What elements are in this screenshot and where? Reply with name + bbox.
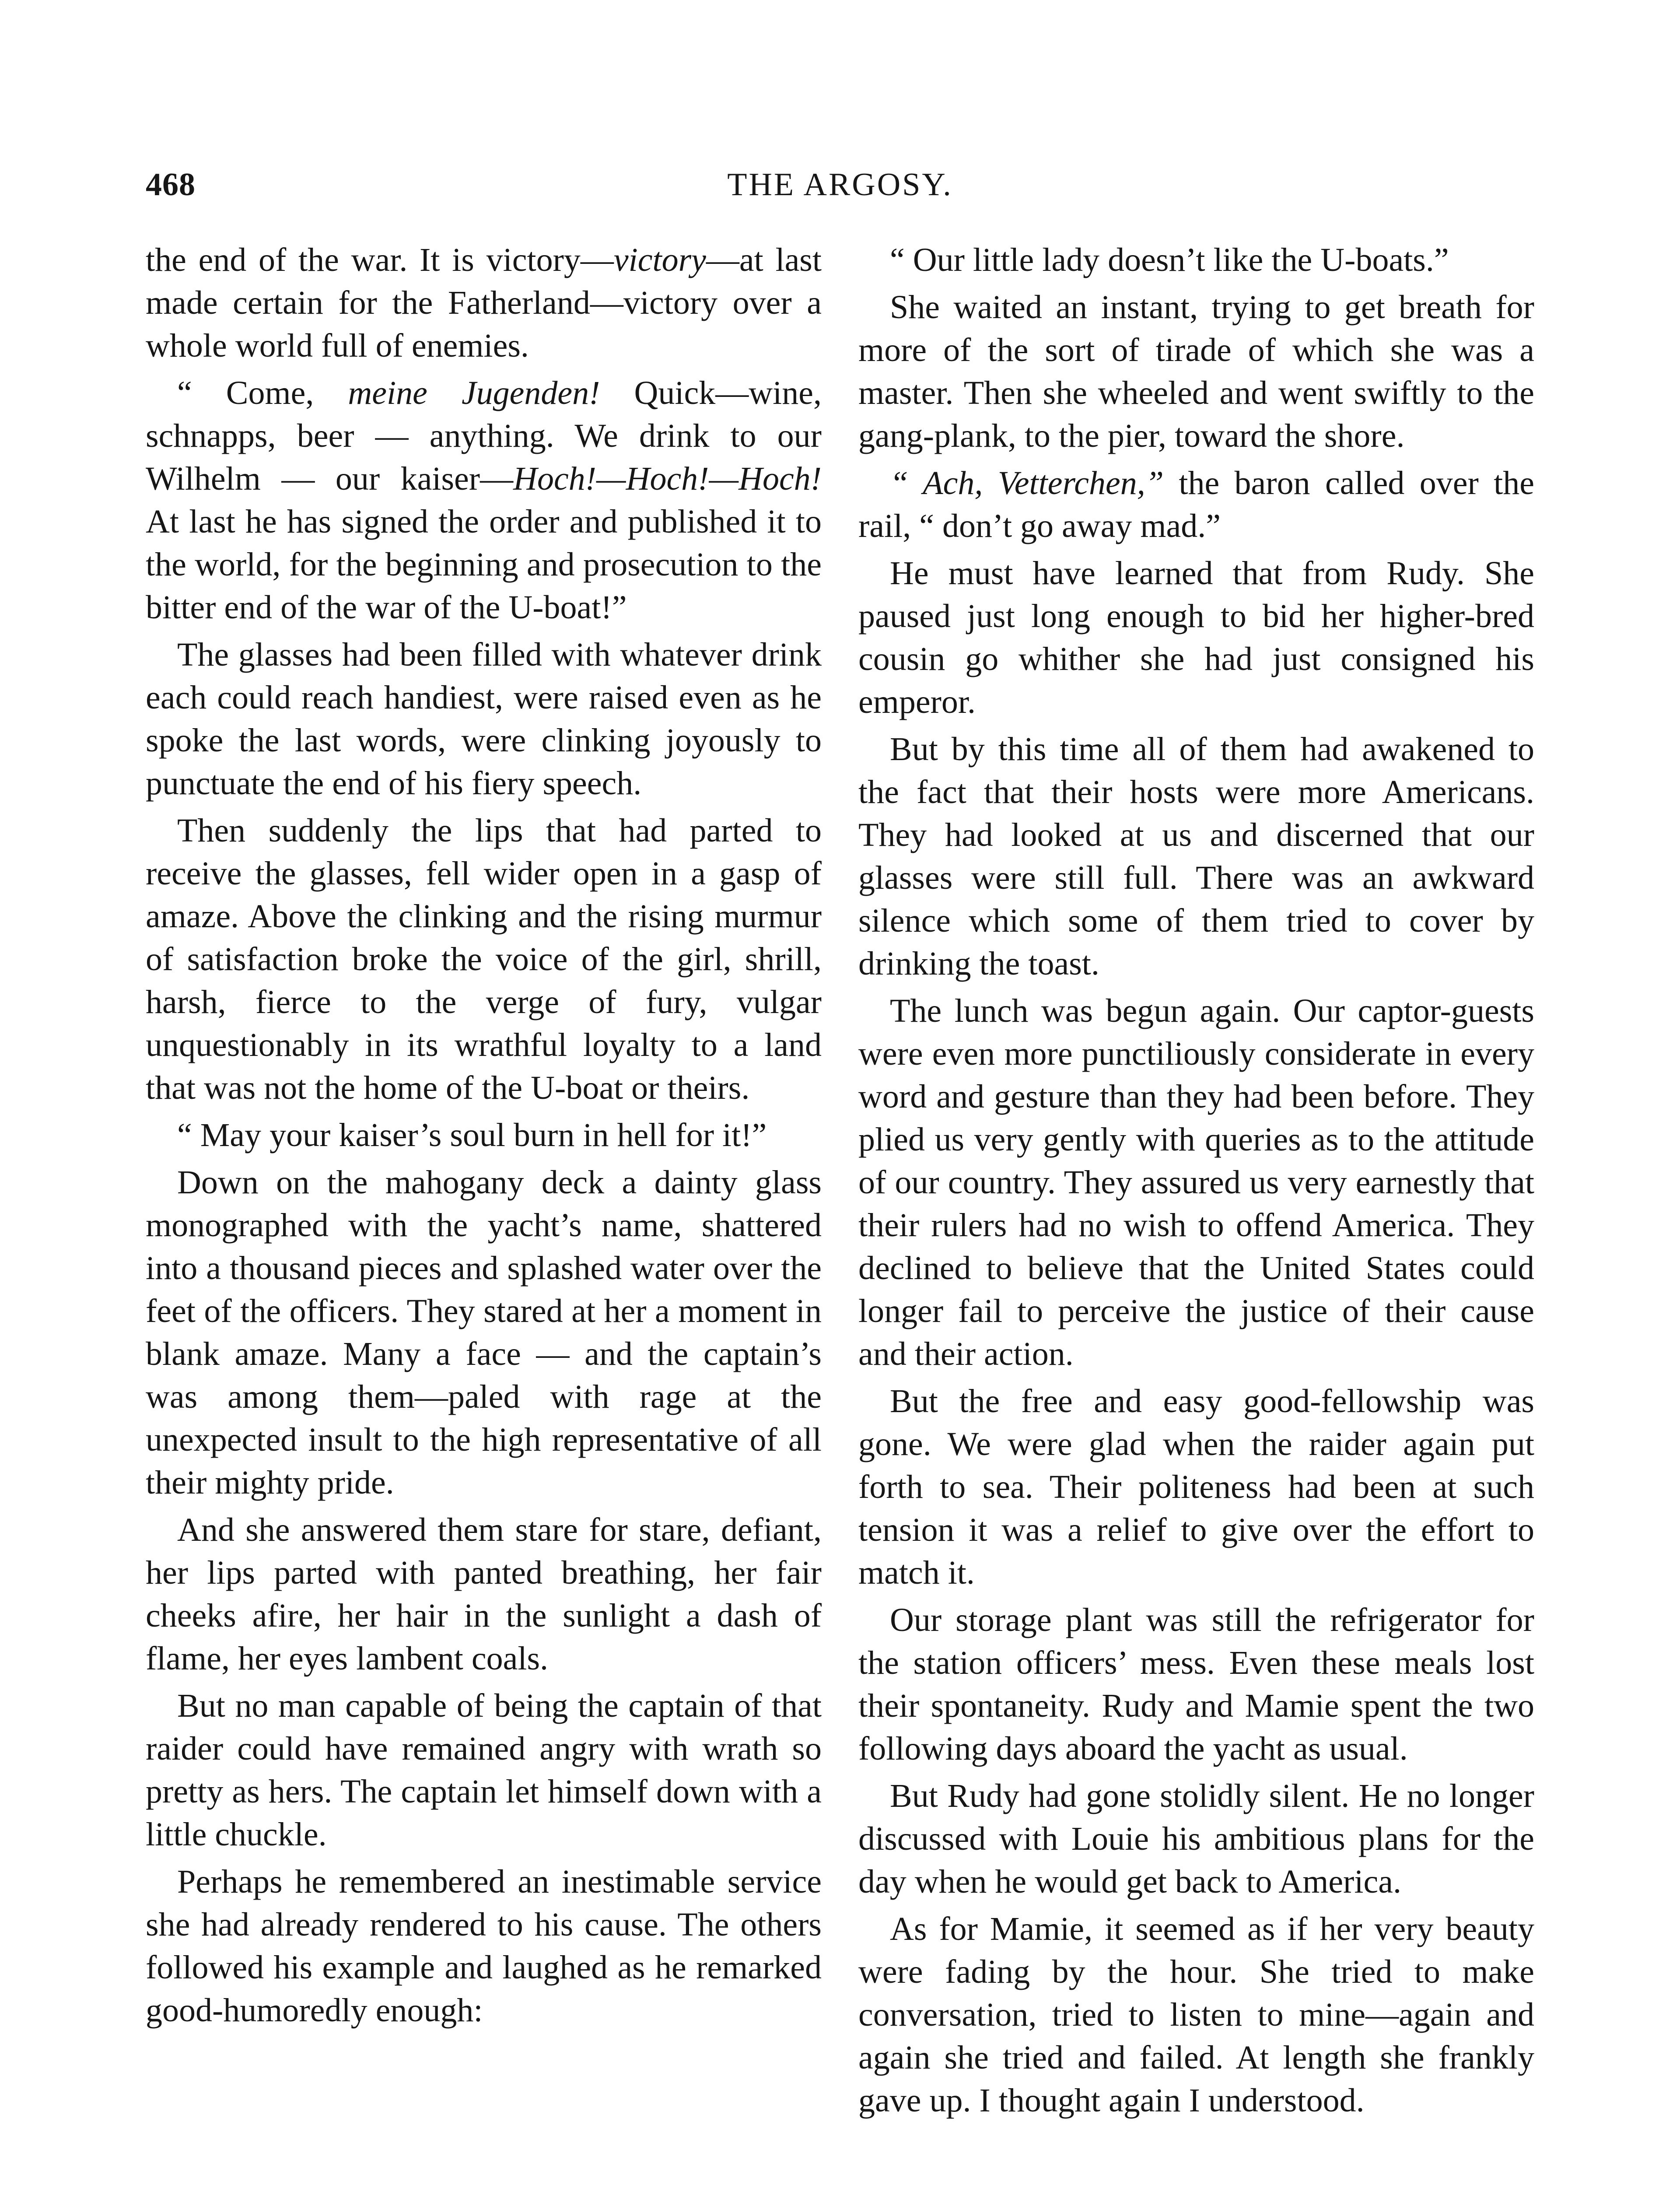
paragraph-text: Quick—wine, schnapps, beer — anything. We drink to our Wilhelm — our kaiser— [146,375,822,497]
paragraph: Then suddenly the lips that had parted to receive the glasses, fell wider open in a gasp of amaze. Above the clinking and the rising murmur of satisfaction broke the voice of the girl, shrill, harsh, fierce to the verge of fury, vulgar unquestionably in its wrathful loyalty to a land that was not the home of the U-boat or theirs. [146,812,822,1106]
paragraph: As for Mamie, it seemed as if her very beauty were fading by the hour. She tried to make conversation, tried to listen to mine—again and again she tried and failed. At length she frankly gave up. I thought again I understood. [858,1911,1534,2119]
paragraph: But Rudy had gone stolidly silent. He no longer discussed with Louie his ambitious plans for the day when he would get back to America. [858,1778,1534,1900]
paragraph: The lunch was begun again. Our captor-guests were even more punctiliously considerate in every word and gesture than they had been before. They plied us very gently with queries as to the attitude of our country. They assured us very earnestly that their rulers had no wish to offend America. They declined to believe that the United States could longer fail to perceive the justice of their cause and their action. [858,992,1534,1372]
paragraph: “ Our little lady doesn’t like the U-boats.” [890,242,1449,278]
paragraph-text: the baron called over the rail, “ don’t go away mad.” [858,465,1534,544]
italic-text: “ Ach, Vetterchen,” [890,465,1164,501]
italic-text: Hoch!—Hoch!—Hoch! [513,460,822,497]
paragraph-text: the end of the war. It is victory— [146,242,614,278]
running-head: THE ARGOSY. [727,167,953,203]
paragraph-text: At last he has signed the order and published it to the world, for the beginning and prosecution to the bitter end of the war of the U-boat!” [146,503,822,626]
italic-text: victory [613,242,706,278]
paragraph [858,462,1534,547]
page-number: 468 [146,167,196,203]
paragraph: But by this time all of them had awakened to the fact that their hosts were more Americans. They had looked at us and discerned that our glasses were still full. There was an awkward silence which some of them tried to cover by drinking the toast. [858,731,1534,982]
paragraph: The glasses had been filled with whatever drink each could reach handiest, were raised even as he spoke the last words, were clinking joyously to punctuate the end of his fiery speech. [146,636,822,802]
paragraph-text: —at last made certain for the Fatherland—victory over a whole world full of enemies. [146,242,822,364]
paragraph: She waited an instant, trying to get breath for more of the sort of tirade of which she was a master. Then she wheeled and went swiftly to the gang-plank, to the pier, toward the shore. [858,289,1534,454]
paragraph: And she answered them stare for stare, defiant, her lips parted with panted breathing, her fair cheeks afire, her hair in the sunlight a dash of flame, her eyes lambent coals. [146,1511,822,1677]
paragraph [146,238,822,367]
paragraph: Down on the mahogany deck a dainty glass monographed with the yacht’s name, shattered into a thousand pieces and splashed water over the feet of the officers. They stared at her a moment in blank amaze. Many a face — and the captain’s was among them—paled with rage at the unexpected insult to the high representative of all their mighty pride. [146,1164,822,1501]
left-column [146,238,822,2036]
paragraph: He must have learned that from Rudy. She paused just long enough to bid her higher-bred cousin go whither she had just consigned his emperor. [858,555,1534,720]
paragraph: “ May your kaiser’s soul burn in hell for it!” [177,1117,767,1154]
paragraph: Our storage plant was still the refrigerator for the station officers’ mess. Even these meals lost their spontaneity. Rudy and Mamie spent the two following days aboard the yacht as usual. [858,1602,1534,1767]
paragraph-text: “ Come, [177,375,348,411]
right-column [858,238,1534,2126]
paragraph [146,372,822,629]
paragraph: But the free and easy good-fellowship was gone. We were glad when the raider again put forth to sea. Their politeness had been at such tension it was a relief to give over the effort to match it. [858,1383,1534,1591]
paragraph: Perhaps he remembered an inestimable service she had already rendered to his cause. The others followed his example and laughed as he remarked good-humoredly enough: [146,1863,822,2029]
paragraph: But no man capable of being the captain of that raider could have remained angry with wrath so pretty as hers. The captain let himself down with a little chuckle. [146,1687,822,1853]
italic-text: meine Jugenden! [348,375,600,411]
